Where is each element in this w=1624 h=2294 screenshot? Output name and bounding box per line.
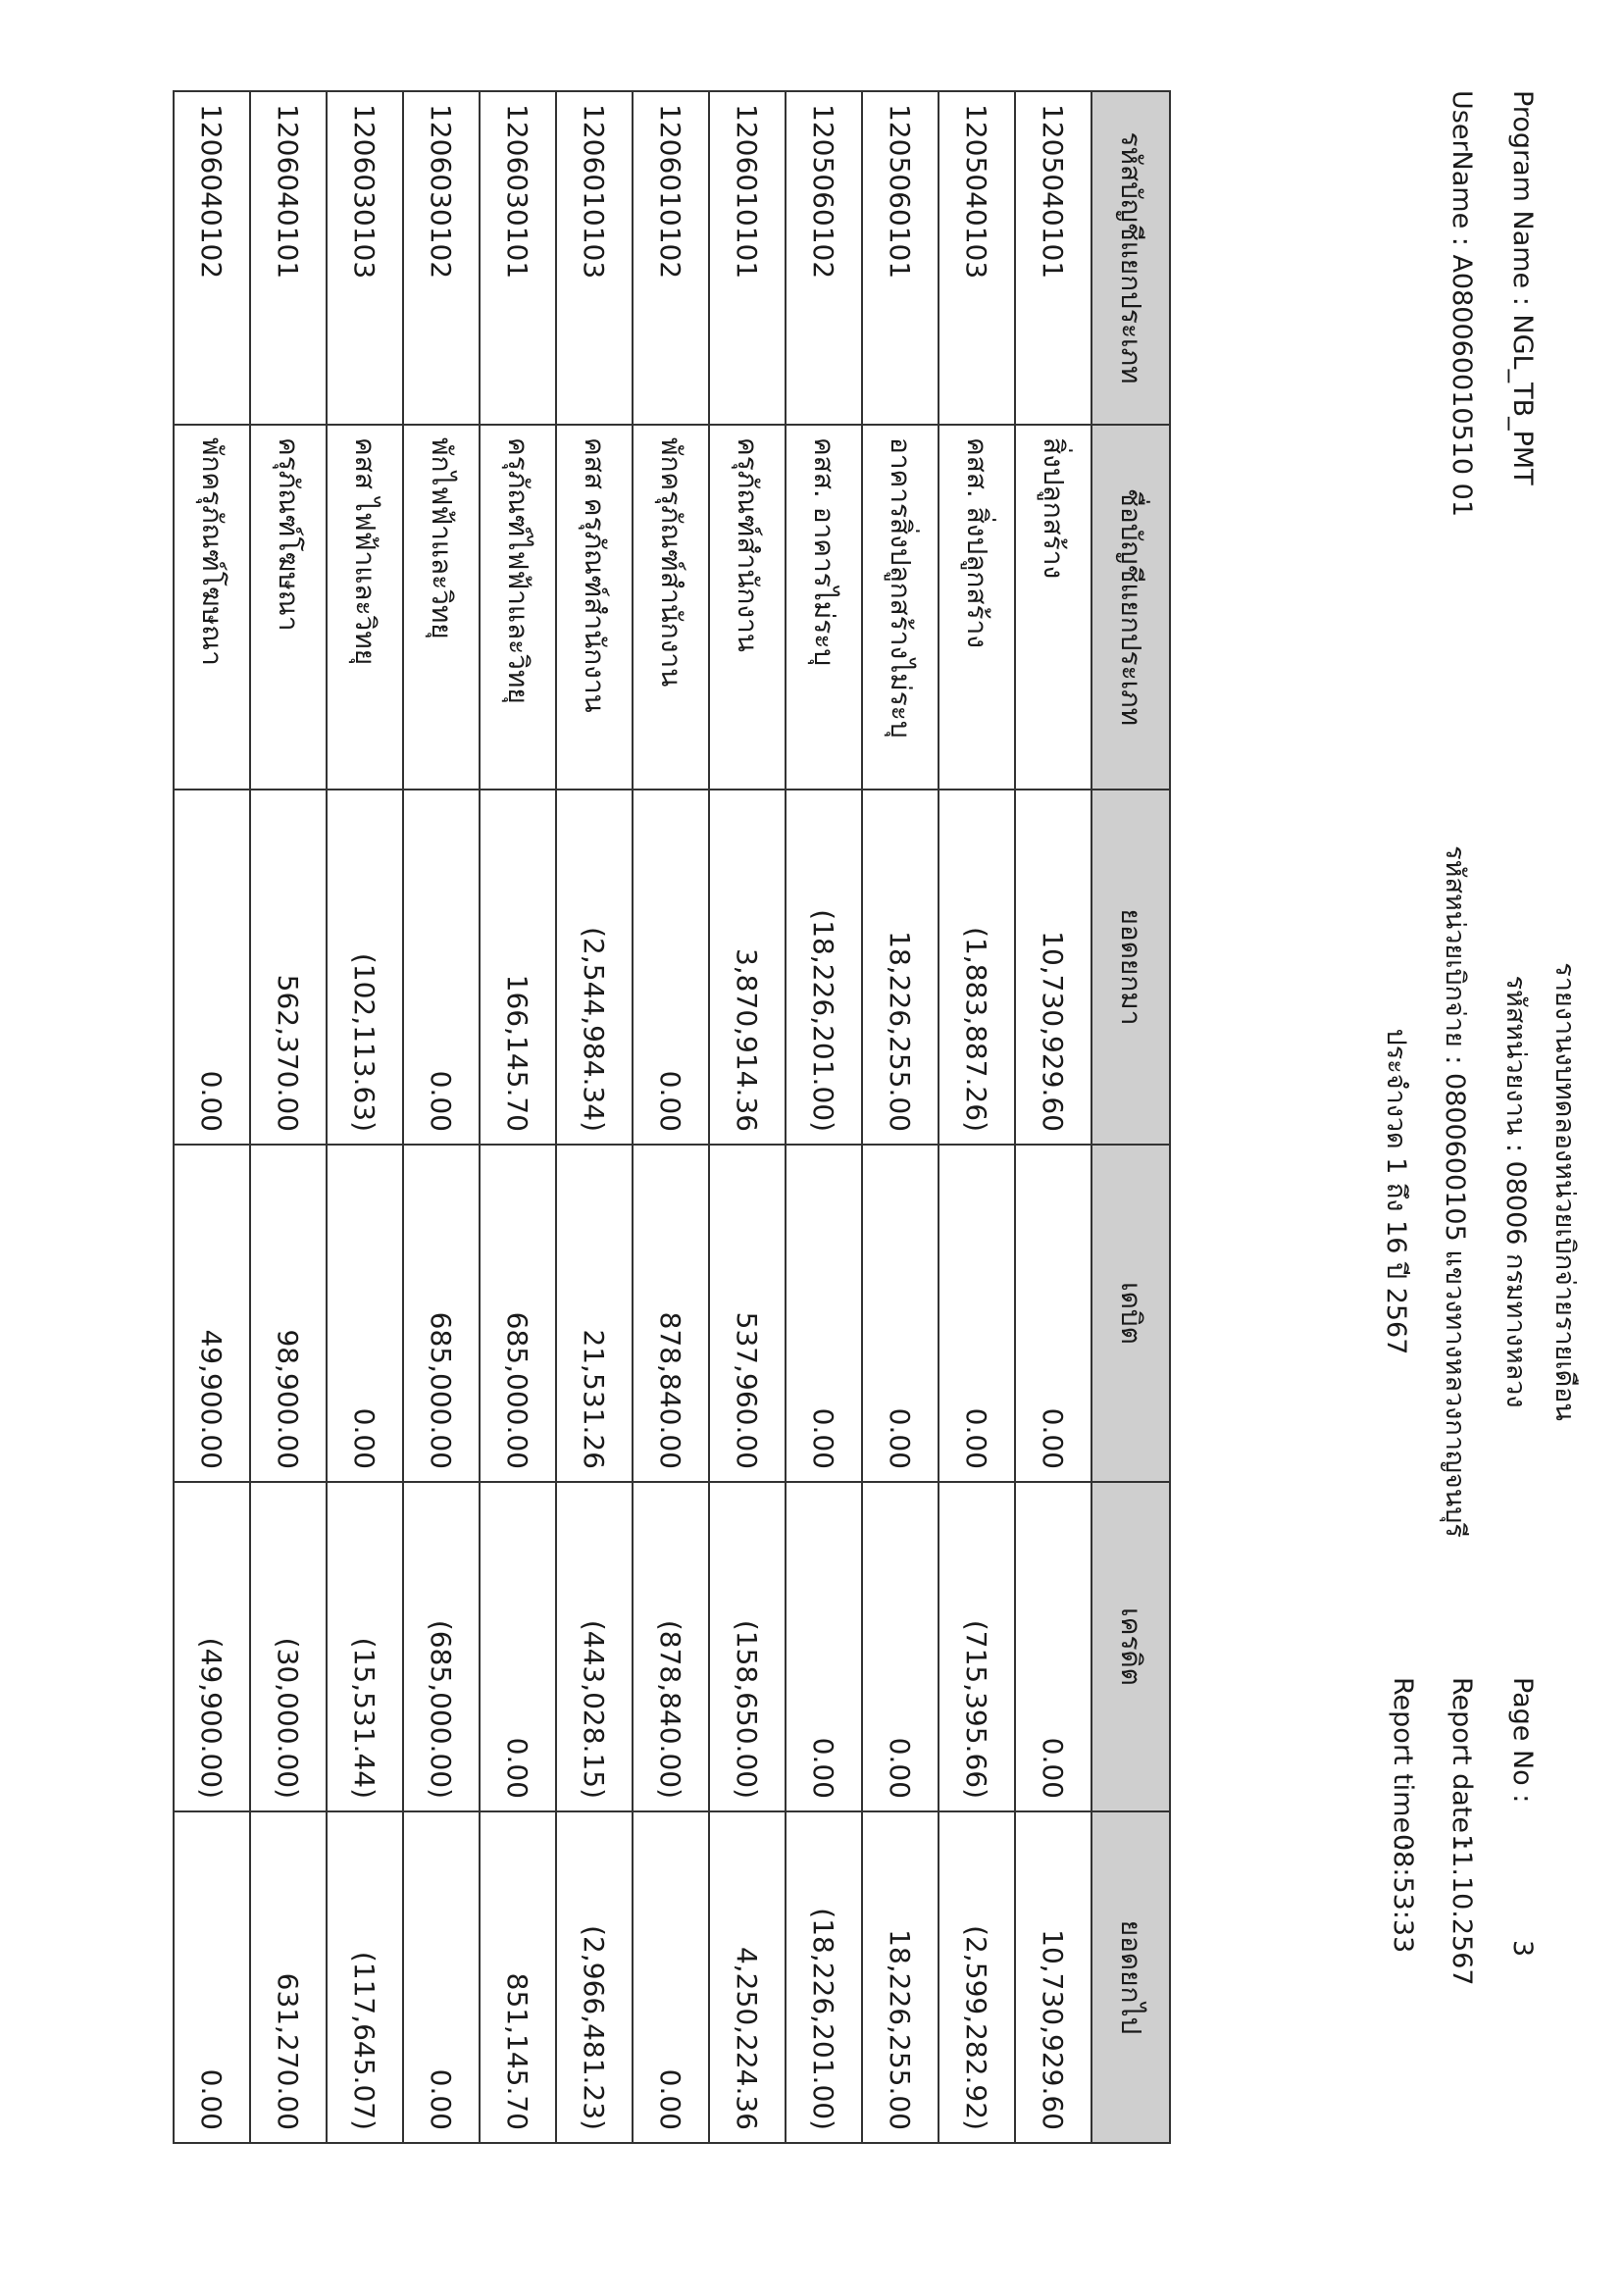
col-header-debit: เดบิต (1091, 1145, 1170, 1482)
account-name: พักไฟฟ้าและวิทยุ (403, 425, 480, 790)
debit: 49,900.00 (174, 1145, 250, 1482)
period-line: ประจำงวด 1 ถึง 16 ปี 2567 (1381, 1028, 1411, 1355)
debit: 0.00 (327, 1145, 403, 1482)
table-row (556, 91, 633, 2143)
account-code: 1206010101 (709, 91, 786, 425)
disbursing-unit-line: รหัสหน่วยเบิกจ่าย : 0800600105 แขวงทางหลวงกาญจนบุรี (1440, 845, 1470, 1538)
opening-balance: (102,113.63) (327, 790, 403, 1145)
credit: 0.00 (786, 1482, 862, 1811)
account-code: 1205060101 (862, 91, 939, 425)
account-code: 1206030102 (403, 91, 480, 425)
closing-balance: 0.00 (403, 1811, 480, 2143)
opening-balance: 0.00 (403, 790, 480, 1145)
opening-balance: 0.00 (174, 790, 250, 1145)
col-header-opening-balance: ยอดยกมา (1091, 790, 1170, 1145)
opening-balance: (2,544,984.34) (556, 790, 633, 1145)
closing-balance: (2,966,481.23) (556, 1811, 633, 2143)
closing-balance: 0.00 (633, 1811, 709, 2143)
debit: 21,531.26 (556, 1145, 633, 1482)
report-date-label: Report date : (1446, 1677, 1477, 1851)
account-name: ครุภัณฑ์โฆษณา (250, 425, 327, 790)
table-header-row (1091, 91, 1170, 2143)
credit: (15,531.44) (327, 1482, 403, 1811)
opening-balance: 0.00 (633, 790, 709, 1145)
credit: 0.00 (1015, 1482, 1091, 1811)
col-header-closing-balance: ยอดยกไป (1091, 1811, 1170, 2143)
account-code: 1206030103 (327, 91, 403, 425)
col-header-credit: เครดิต (1091, 1482, 1170, 1811)
page-no-label: Page No : (1507, 1677, 1538, 1804)
report-date-value: 11.10.2567 (1446, 1834, 1477, 1986)
opening-balance: 18,226,255.00 (862, 790, 939, 1145)
debit: 98,900.00 (250, 1145, 327, 1482)
account-name: พักครุภัณฑ์สำนักงาน (633, 425, 709, 790)
table-row (250, 91, 327, 2143)
table-row (709, 91, 786, 2143)
account-code: 1205040101 (1015, 91, 1091, 425)
closing-balance: 0.00 (174, 1811, 250, 2143)
table-row (403, 91, 480, 2143)
closing-balance: 18,226,255.00 (862, 1811, 939, 2143)
account-name: คสส. สิ่งปลูกสร้าง (939, 425, 1015, 790)
col-header-account-name: ชื่อบัญชีแยกประเภท (1091, 425, 1170, 790)
opening-balance: (18,226,201.00) (786, 790, 862, 1145)
table-row (327, 91, 403, 2143)
account-name: อาคารสิ่งปลูกสร้างไม่ระบุ (862, 425, 939, 790)
debit: 0.00 (862, 1145, 939, 1482)
closing-balance: (117,645.07) (327, 1811, 403, 2143)
debit: 0.00 (1015, 1145, 1091, 1482)
opening-balance: 166,145.70 (480, 790, 556, 1145)
debit: 685,000.00 (480, 1145, 556, 1482)
report-time-value: 08:53:33 (1388, 1834, 1418, 1954)
opening-balance: 562,370.00 (250, 790, 327, 1145)
table-row (1015, 91, 1091, 2143)
table-row (786, 91, 862, 2143)
account-name: ครุภัณฑ์ไฟฟ้าและวิทยุ (480, 425, 556, 790)
account-name: คสส ครุภัณฑ์สำนักงาน (556, 425, 633, 790)
unit-line: รหัสหน่วยงาน : 08006 กรมทางหลวง (1500, 975, 1531, 1408)
page-no-value: 3 (1507, 1940, 1538, 1958)
report-time-label: Report time : (1388, 1677, 1418, 1851)
credit: (878,840.00) (633, 1482, 709, 1811)
account-code: 1205060102 (786, 91, 862, 425)
credit: (443,028.15) (556, 1482, 633, 1811)
account-code: 1206010103 (556, 91, 633, 425)
account-name: คสส. อาคารไม่ระบุ (786, 425, 862, 790)
closing-balance: 4,250,224.36 (709, 1811, 786, 2143)
account-name: สิ่งปลูกสร้าง (1015, 425, 1091, 790)
trial-balance-table (173, 90, 1171, 2144)
credit: 0.00 (862, 1482, 939, 1811)
opening-balance: 10,730,929.60 (1015, 790, 1091, 1145)
closing-balance: 631,270.00 (250, 1811, 327, 2143)
credit: (685,000.00) (403, 1482, 480, 1811)
account-code: 1206040101 (250, 91, 327, 425)
col-header-account-code: รหัสบัญชีแยกประเภท (1091, 91, 1170, 425)
closing-balance: (2,599,282.92) (939, 1811, 1015, 2143)
debit: 0.00 (786, 1145, 862, 1482)
account-code: 1206030101 (480, 91, 556, 425)
account-name: คสส ไฟฟ้าและวิทยุ (327, 425, 403, 790)
closing-balance: 10,730,929.60 (1015, 1811, 1091, 2143)
opening-balance: (1,883,887.26) (939, 790, 1015, 1145)
table-row (862, 91, 939, 2143)
debit: 537,960.00 (709, 1145, 786, 1482)
program-name: Program Name : NGL_TB_PMT (1507, 90, 1538, 485)
account-name: พักครุภัณฑ์โฆษณา (174, 425, 250, 790)
closing-balance: (18,226,201.00) (786, 1811, 862, 2143)
table-row (480, 91, 556, 2143)
table-row (174, 91, 250, 2143)
table-row (633, 91, 709, 2143)
debit: 685,000.00 (403, 1145, 480, 1482)
username: UserName : A080060010510 01 (1446, 90, 1477, 518)
opening-balance: 3,870,914.36 (709, 790, 786, 1145)
table-row (939, 91, 1015, 2143)
credit: (30,000.00) (250, 1482, 327, 1811)
account-code: 1206040102 (174, 91, 250, 425)
debit: 878,840.00 (633, 1145, 709, 1482)
credit: (715,395.66) (939, 1482, 1015, 1811)
report-title: รายงานงบทดลองหน่วยเบิกจ่ายรายเดือน (1549, 962, 1580, 1421)
account-code: 1205040103 (939, 91, 1015, 425)
account-code: 1206010102 (633, 91, 709, 425)
credit: (158,650.00) (709, 1482, 786, 1811)
account-name: ครุภัณฑ์สำนักงาน (709, 425, 786, 790)
debit: 0.00 (939, 1145, 1015, 1482)
credit: 0.00 (480, 1482, 556, 1811)
credit: (49,900.00) (174, 1482, 250, 1811)
closing-balance: 851,145.70 (480, 1811, 556, 2143)
